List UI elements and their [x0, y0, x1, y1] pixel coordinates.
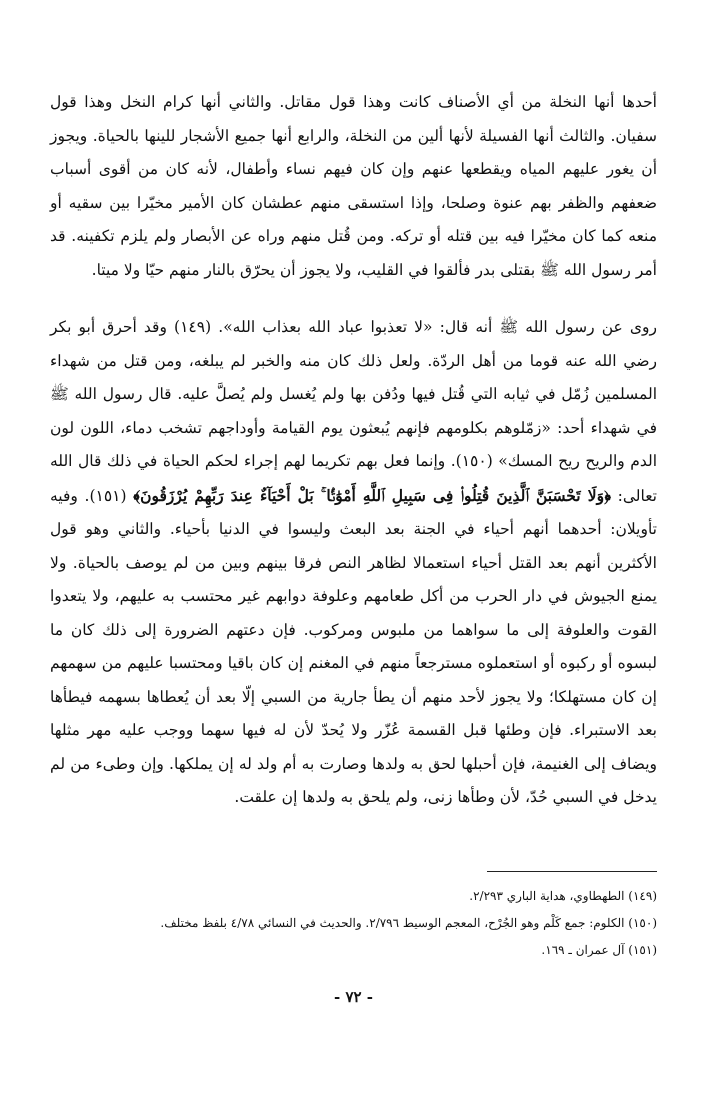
paragraph-2-text-after-verse: (١٥١). وفيه تأويلان: أحدهما أنهم أحياء في الجنة بعد البعث وليسوا في الدنيا بأحياء. والثاني وهو قول الأكثرين أنهم بعد القتل أحياء استعمالا لظاهر النص فرقا بينهم وبين من لم يوصف بالحياة. ولا يمنع الجيوش في دار الحرب من أكل طعامهم وعلوفة دوابهم غير محتسب به عليهم، ولا يتعدوا القوت والعلوفة إلى ما سواهما من ملبوس ومركوب. فإن دعتهم الضرورة إلى ذلك كان ما لبسوه أو ركبوه أو استعملوه مسترجعاً منهم في المغنم إن كان باقيا ومحتسبا عليهم من سهمهم إن كان مستهلكا؛ ولا يجوز لأحد منهم أن يطأ جارية من السبي إلّا بعد أن يُعطاها بسهمه فيطأها بعد الاستبراء. فإن وطئها قبل القسمة عُزّر ولا يُحدّ لأن له فيها سهما ووجب عليه مهر مثلها ويضاف إلى الغنيمة، فإن أحبلها لحق به ولدها وصارت به أم ولد له إن يملكها. وإن وطىء من لم يدخل في السبي حُدّ، لأن وطأها زنى، ولم يلحق به ولدها إن علقت.: [50, 486, 657, 806]
body-text: [50, 86, 657, 815]
paragraph-1: أحدها أنها النخلة من أي الأصناف كانت وهذا قول مقاتل. والثاني أنها كرام النخل وهذا قول سفيان. والثالث أنها الفسيلة لأنها ألين من النخلة، والرابع أنها جميع الأشجار للينها بالحياة. ويجوز أن يغور عليهم المياه ويقطعها عنهم وإن كان فيهم نساء وأطفال، لأنه كان من أقوى أسباب ضعفهم والظفر بهم عنوة وصلحا، وإذا استسقى منهم عطشان كان الأمير مخيّرا بين سقيه أو منعه كما كان مخيّرا فيه بين قتله أو تركه. ومن قُتل منهم وراه عن الأبصار ولم يلزم تكفينه. قد أمر رسول الله ﷺ بقتلى بدر فألقوا في القليب، ولا يجوز أن يحرّق بالنار منهم حيّا ولا ميتا.: [50, 93, 657, 279]
quran-verse: ﴿وَلَا تَحْسَبَنَّ ٱلَّذِينَ قُتِلُوا۟ فِى سَبِيلِ ٱللَّهِ أَمْوَٰتًۢا ۚ بَلْ أَحْيَآءٌ عِندَ رَبِّهِمْ يُرْزَقُونَ﴾: [133, 485, 611, 505]
footnote-151: (١٥١) آل عمران ـ ١٦٩.: [541, 943, 657, 957]
page-number: - ٧٢ -: [333, 988, 374, 1006]
footnote-149: (١٤٩) الطهطاوي، هداية الباري ٢/٢٩٣.: [469, 889, 657, 903]
paragraph-2-text-before-verse: روى عن رسول الله ﷺ أنه قال: «لا تعذبوا عباد الله بعذاب الله». (١٤٩) وقد أحرق أبو بكر رضي الله عنه قوما من أهل الردّة. ولعل ذلك كان منه والخبر لم يبلغه، ومن قتل من شهداء المسلمين زُمّل في ثيابه التي قُتل فيها ودُفن بها ولم يُغسل ولم يُصلَّ عليه. قال رسول الله ﷺ في شهداء أحد: «زمّلوهم بكلومهم فإنهم يُبعثون يوم القيامة وأوداجهم تشخب دماء، اللون لون الدم والريح ريح المسك» (١٥٠). وإنما فعل بهم تكريما لهم إجراء لحكم الحياة في ذلك قال الله تعالى:: [50, 318, 658, 505]
paragraph-2: [50, 311, 657, 815]
footnote-150: (١٥٠) الكلوم: جمع كَلْم وهو الجُرْح، المعجم الوسيط ٢/٧٩٦. والحديث في النسائي ٤/٧٨ بلفظ مختلف.: [160, 916, 657, 930]
footnote-separator: [487, 871, 657, 872]
footnotes: [50, 883, 657, 964]
